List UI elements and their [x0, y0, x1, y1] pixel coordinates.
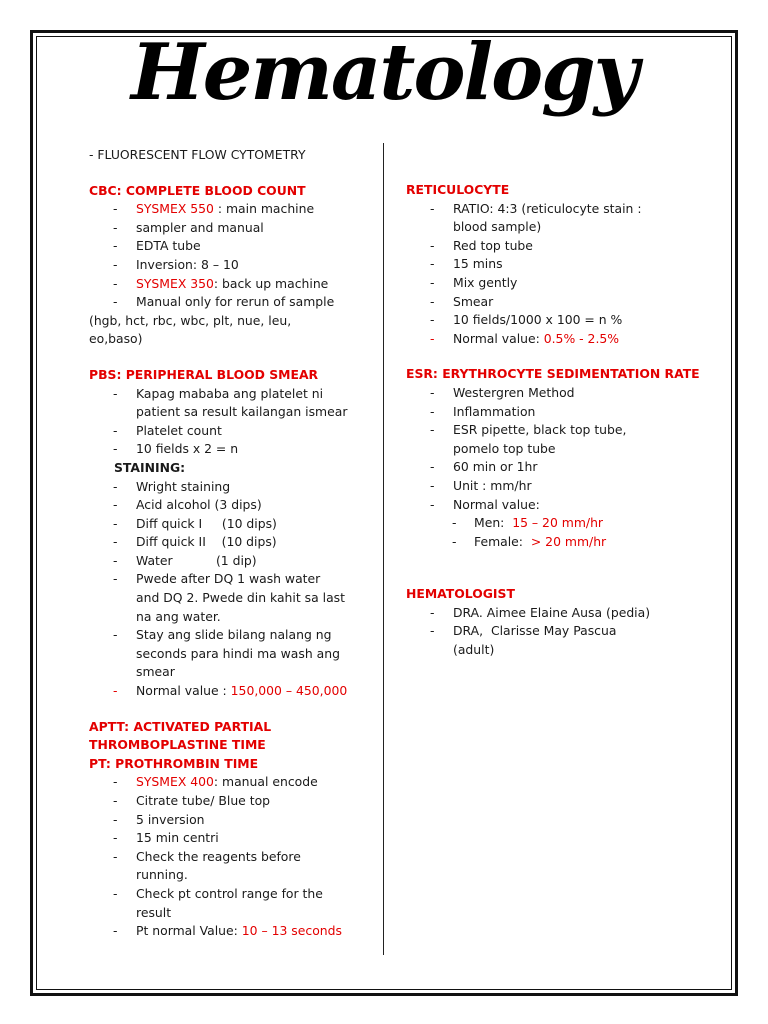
pbs-item-1-line1: Platelet count [136, 422, 222, 438]
cbc-heading: CBC: COMPLETE BLOOD COUNT [89, 182, 306, 198]
list-item: - ESR pipette, black top tube, pomelo top tube [430, 422, 627, 456]
list-item: - SYSMEX 350: back up machine [113, 275, 329, 291]
cbc-item-4-text: : back up machine [213, 275, 329, 291]
list-item: - Platelet count [113, 422, 222, 438]
list-item: - 10 fields/1000 x 100 = n % [430, 312, 623, 328]
esr-female-value: > 20 mm/hr [530, 533, 607, 549]
aptt-normal-value: 10 – 13 seconds [241, 923, 342, 939]
list-item: - Kapag mababa ang platelet ni patient sa result kailangan ismear [113, 385, 348, 420]
staining-label: STAINING: [114, 459, 186, 475]
aptt-item-3-text: 15 min centri [136, 830, 219, 846]
cbc-note-cont: eo,baso) [89, 331, 143, 347]
retic-normal-label: Normal value: [453, 330, 544, 346]
cbc-item-1-text: sampler and manual [136, 219, 264, 235]
aptt-item-5-line1: Check pt control range for the [136, 885, 323, 901]
esr-item-1: Inflammation [453, 403, 536, 419]
list-item: - DRA. Aimee Elaine Ausa (pedia) [430, 604, 651, 620]
esr-heading: ESR: ERYTHROCYTE SEDIMENTATION RATE [406, 366, 700, 382]
list-item: - 5 inversion [113, 811, 205, 827]
cbc-item-0-red: SYSMEX 550 [136, 201, 214, 217]
list-item: - Red top tube [430, 237, 533, 253]
list-item: - 60 min or 1hr [430, 459, 538, 475]
list-item: - DRA, Clarisse May Pascua (adult) [430, 623, 617, 658]
esr-item-4: Unit : mm/hr [453, 477, 532, 493]
aptt-item-1-text: Citrate tube/ Blue top [136, 793, 271, 808]
cbc-item-5-text: Manual only for rerun of sample [136, 294, 335, 310]
list-item: - Normal value: 0.5% - 2.5% [430, 330, 620, 346]
staining-item-5-line1: Pwede after DQ 1 wash water [136, 571, 321, 587]
list-item: - Pwede after DQ 1 wash water and DQ 2. Pwede din kahit sa last na ang water. [113, 571, 345, 624]
list-item: - Female: > 20 mm/hr [452, 533, 607, 549]
column-divider [383, 143, 384, 955]
list-item: - SYSMEX 550 : main machine [113, 201, 315, 217]
right-column [406, 181, 706, 660]
staining-item-1: Acid alcohol (3 dips) [136, 497, 262, 513]
aptt-item-5-line2: result [136, 904, 172, 920]
page-title: Hematology [131, 27, 637, 118]
esr-item-5: Normal value: [453, 496, 540, 512]
staining-item-5-line2: and DQ 2. Pwede din kahit sa last [136, 590, 345, 606]
staining-item-0: Wright staining [136, 478, 231, 494]
pt-heading: PT: PROTHROMBIN TIME [89, 755, 259, 771]
cbc-note: (hgb, hct, rbc, wbc, plt, nue, leu, [89, 312, 292, 328]
aptt-item-4-line2: running. [136, 867, 188, 883]
list-item: - Stay ang slide bilang nalang ng seconds para hindi ma wash ang smear [113, 627, 340, 680]
retic-item-0-line2: blood sample) [453, 219, 542, 235]
cbc-item-3-text: Inversion: 8 – 10 [136, 256, 239, 272]
list-item: - Inflammation [430, 403, 536, 419]
list-item: - Pt normal Value: 10 – 13 seconds [113, 923, 342, 939]
hemat-item-0: DRA. Aimee Elaine Ausa (pedia) [453, 604, 651, 620]
esr-item-0: Westergren Method [453, 384, 575, 400]
list-item: - Unit : mm/hr [430, 477, 532, 493]
retic-item-0-line1: RATIO: 4:3 (reticulocyte stain : [453, 200, 642, 216]
retic-heading: RETICULOCYTE [406, 182, 510, 197]
aptt-heading: APTT: ACTIVATED PARTIAL [89, 718, 272, 734]
hemat-item-1-line2: (adult) [453, 642, 495, 658]
aptt-normal-label: Pt normal Value: [136, 923, 242, 939]
hemat-item-1-line1: DRA, Clarisse May Pascua [453, 623, 617, 639]
pbs-item-2-line1: 10 fields x 2 = n [136, 441, 239, 457]
staining-item-6-line2: seconds para hindi ma wash ang [136, 645, 340, 661]
list-item: - Westergren Method [430, 384, 575, 400]
retic-normal-value: 0.5% - 2.5% [543, 330, 620, 346]
list-item: - Inversion: 8 – 10 [113, 256, 239, 272]
cbc-item-2-text: EDTA tube [136, 238, 201, 254]
list-item: - 10 fields x 2 = n [113, 441, 239, 457]
aptt-item-2-text: 5 inversion [136, 811, 205, 827]
pbs-item-0-line2: patient sa result kailangan ismear [136, 404, 348, 420]
retic-item-1: Red top tube [453, 237, 533, 253]
cbc-item-4-red: SYSMEX 350 [136, 275, 214, 291]
list-item: - sampler and manual [113, 219, 264, 235]
list-item: - 15 mins [430, 256, 503, 272]
pbs-item-0-line1: Kapag mababa ang platelet ni [136, 385, 324, 401]
intro-text: - FLUORESCENT FLOW CYTOMETRY [89, 147, 306, 162]
list-item: - EDTA tube [113, 238, 201, 254]
list-item: - Diff quick II (10 dips) [113, 534, 277, 550]
aptt-item-0-red: SYSMEX 400 [136, 774, 214, 790]
list-item: - Check pt control range for the result [113, 885, 323, 920]
esr-men-label: Men: [474, 515, 513, 531]
retic-item-2: 15 mins [453, 256, 503, 272]
retic-item-4: Smear [453, 293, 494, 309]
list-item: - Mix gently [430, 274, 518, 290]
left-column [89, 146, 374, 941]
list-item: - Manual only for rerun of sample [113, 294, 335, 310]
list-item: - Normal value : 150,000 – 450,000 [113, 683, 348, 699]
staining-item-2: Diff quick I (10 dips) [136, 515, 277, 531]
list-item: - Diff quick I (10 dips) [113, 515, 277, 531]
list-item: - Check the reagents before running. [113, 848, 301, 883]
staining-item-5-line3: na ang water. [136, 608, 221, 624]
list-item: - SYSMEX 400: manual encode [113, 774, 318, 790]
aptt-heading-cont: THROMBOPLASTINE TIME [89, 737, 266, 753]
list-item: - Water (1 dip) [113, 552, 257, 568]
aptt-item-4-line1: Check the reagents before [136, 848, 301, 864]
list-item: - Acid alcohol (3 dips) [113, 497, 262, 513]
list-item: - RATIO: 4:3 (reticulocyte stain : blood sample) [430, 200, 642, 235]
pbs-heading: PBS: PERIPHERAL BLOOD SMEAR [89, 366, 319, 382]
cbc-item-0-text: : main machine [213, 201, 315, 217]
retic-item-5: 10 fields/1000 x 100 = n % [453, 312, 623, 328]
esr-item-3: 60 min or 1hr [453, 459, 538, 475]
list-item: - Wright staining [113, 478, 231, 494]
retic-item-3: Mix gently [453, 274, 518, 290]
aptt-item-0-text: : manual encode [213, 774, 318, 790]
list-item: - Normal value: [430, 496, 540, 512]
esr-men-value: 15 – 20 mm/hr [512, 515, 604, 531]
hematologist-heading: HEMATOLOGIST [406, 586, 515, 602]
esr-item-2-line1: ESR pipette, black top tube, [453, 422, 627, 438]
staining-item-4: Water (1 dip) [136, 552, 257, 568]
staining-item-6-line1: Stay ang slide bilang nalang ng [136, 627, 332, 643]
staining-item-6-line3: smear [136, 664, 175, 680]
list-item: - Men: 15 – 20 mm/hr [452, 515, 604, 531]
esr-item-2-line2: pomelo top tube [453, 440, 556, 456]
pbs-normal-label: Normal value : [136, 683, 231, 699]
list-item: - 15 min centri [113, 830, 219, 846]
esr-female-label: Female: [474, 533, 531, 549]
pbs-normal-value: 150,000 – 450,000 [230, 683, 348, 699]
list-item: - Smear [430, 293, 494, 309]
list-item: - Citrate tube/ Blue top [113, 793, 271, 808]
staining-item-3: Diff quick II (10 dips) [136, 534, 277, 550]
